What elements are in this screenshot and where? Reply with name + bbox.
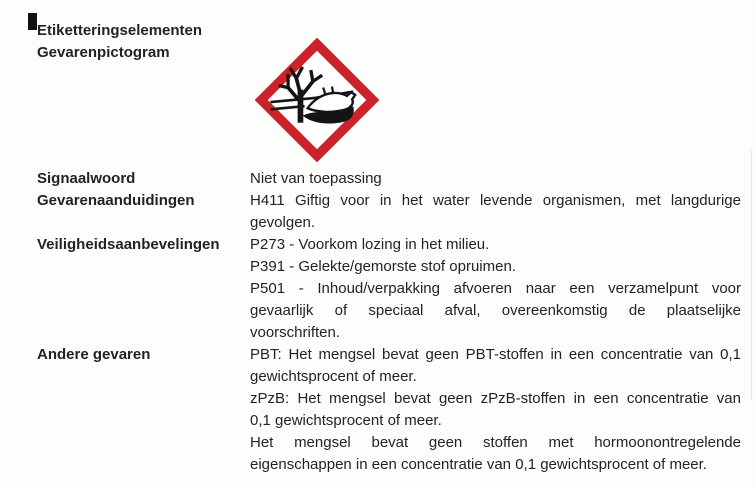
precautionary-statements-value	[250, 234, 755, 344]
text-line: H411 Giftig voor in het water levende organismen, met langdurige	[250, 192, 741, 209]
signal-word-value	[250, 168, 755, 190]
text-line: PBT: Het mengsel bevat geen PBT-stoffen in een concentratie van 0,1	[250, 346, 741, 363]
signal-word-row	[0, 168, 755, 190]
hazard-statements-value	[250, 190, 755, 234]
label-gevarenaanduidingen: Gevarenaanduidingen	[37, 192, 195, 209]
label-signaalwoord: Signaalwoord	[37, 170, 136, 187]
text-line: eigenschappen in een concentratie van 0,1 gewichtsprocent of meer.	[250, 456, 707, 473]
text-line: gewichtsprocent of meer.	[250, 368, 417, 385]
other-hazards-value	[250, 344, 755, 476]
label-andere-gevaren: Andere gevaren	[37, 346, 151, 363]
text-line: Niet van toepassing	[250, 170, 382, 187]
text-line: gevolgen.	[250, 214, 316, 231]
text-line: gevaarlijk of speciaal afval, overeenkomstig de plaatselijke	[250, 302, 741, 319]
other-hazards-row	[0, 344, 755, 476]
pictogram-row	[0, 42, 755, 162]
text-line: P273 - Voorkom lozing in het milieu.	[250, 236, 490, 253]
text-line: zPzB: Het mengsel bevat geen zPzB-stoffen in een concentratie van	[250, 390, 741, 407]
pictogram-cell	[250, 42, 755, 162]
label-gevarenpictogram: Gevarenpictogram	[37, 44, 170, 61]
hazard-statements-row	[0, 190, 755, 234]
text-line: voorschriften.	[250, 324, 341, 341]
section-title: Etiketteringselementen	[37, 22, 203, 39]
text-line: P391 - Gelekte/gemorste stof opruimen.	[250, 258, 516, 275]
precautionary-statements-row	[0, 234, 755, 344]
text-line: 0,1 gewichtsprocent of meer.	[250, 412, 442, 429]
ghs09-environment-pictogram-icon	[255, 38, 379, 162]
label-veiligheidsaanbevelingen: Veiligheidsaanbevelingen	[37, 236, 220, 253]
text-line: Het mengsel bevat geen stoffen met hormoonontregelende	[250, 434, 741, 451]
scan-edge-artifact	[751, 150, 752, 400]
scan-artifact-mark	[28, 13, 37, 30]
text-line: P501 - Inhoud/verpakking afvoeren naar een verzamelpunt voor	[250, 280, 741, 297]
